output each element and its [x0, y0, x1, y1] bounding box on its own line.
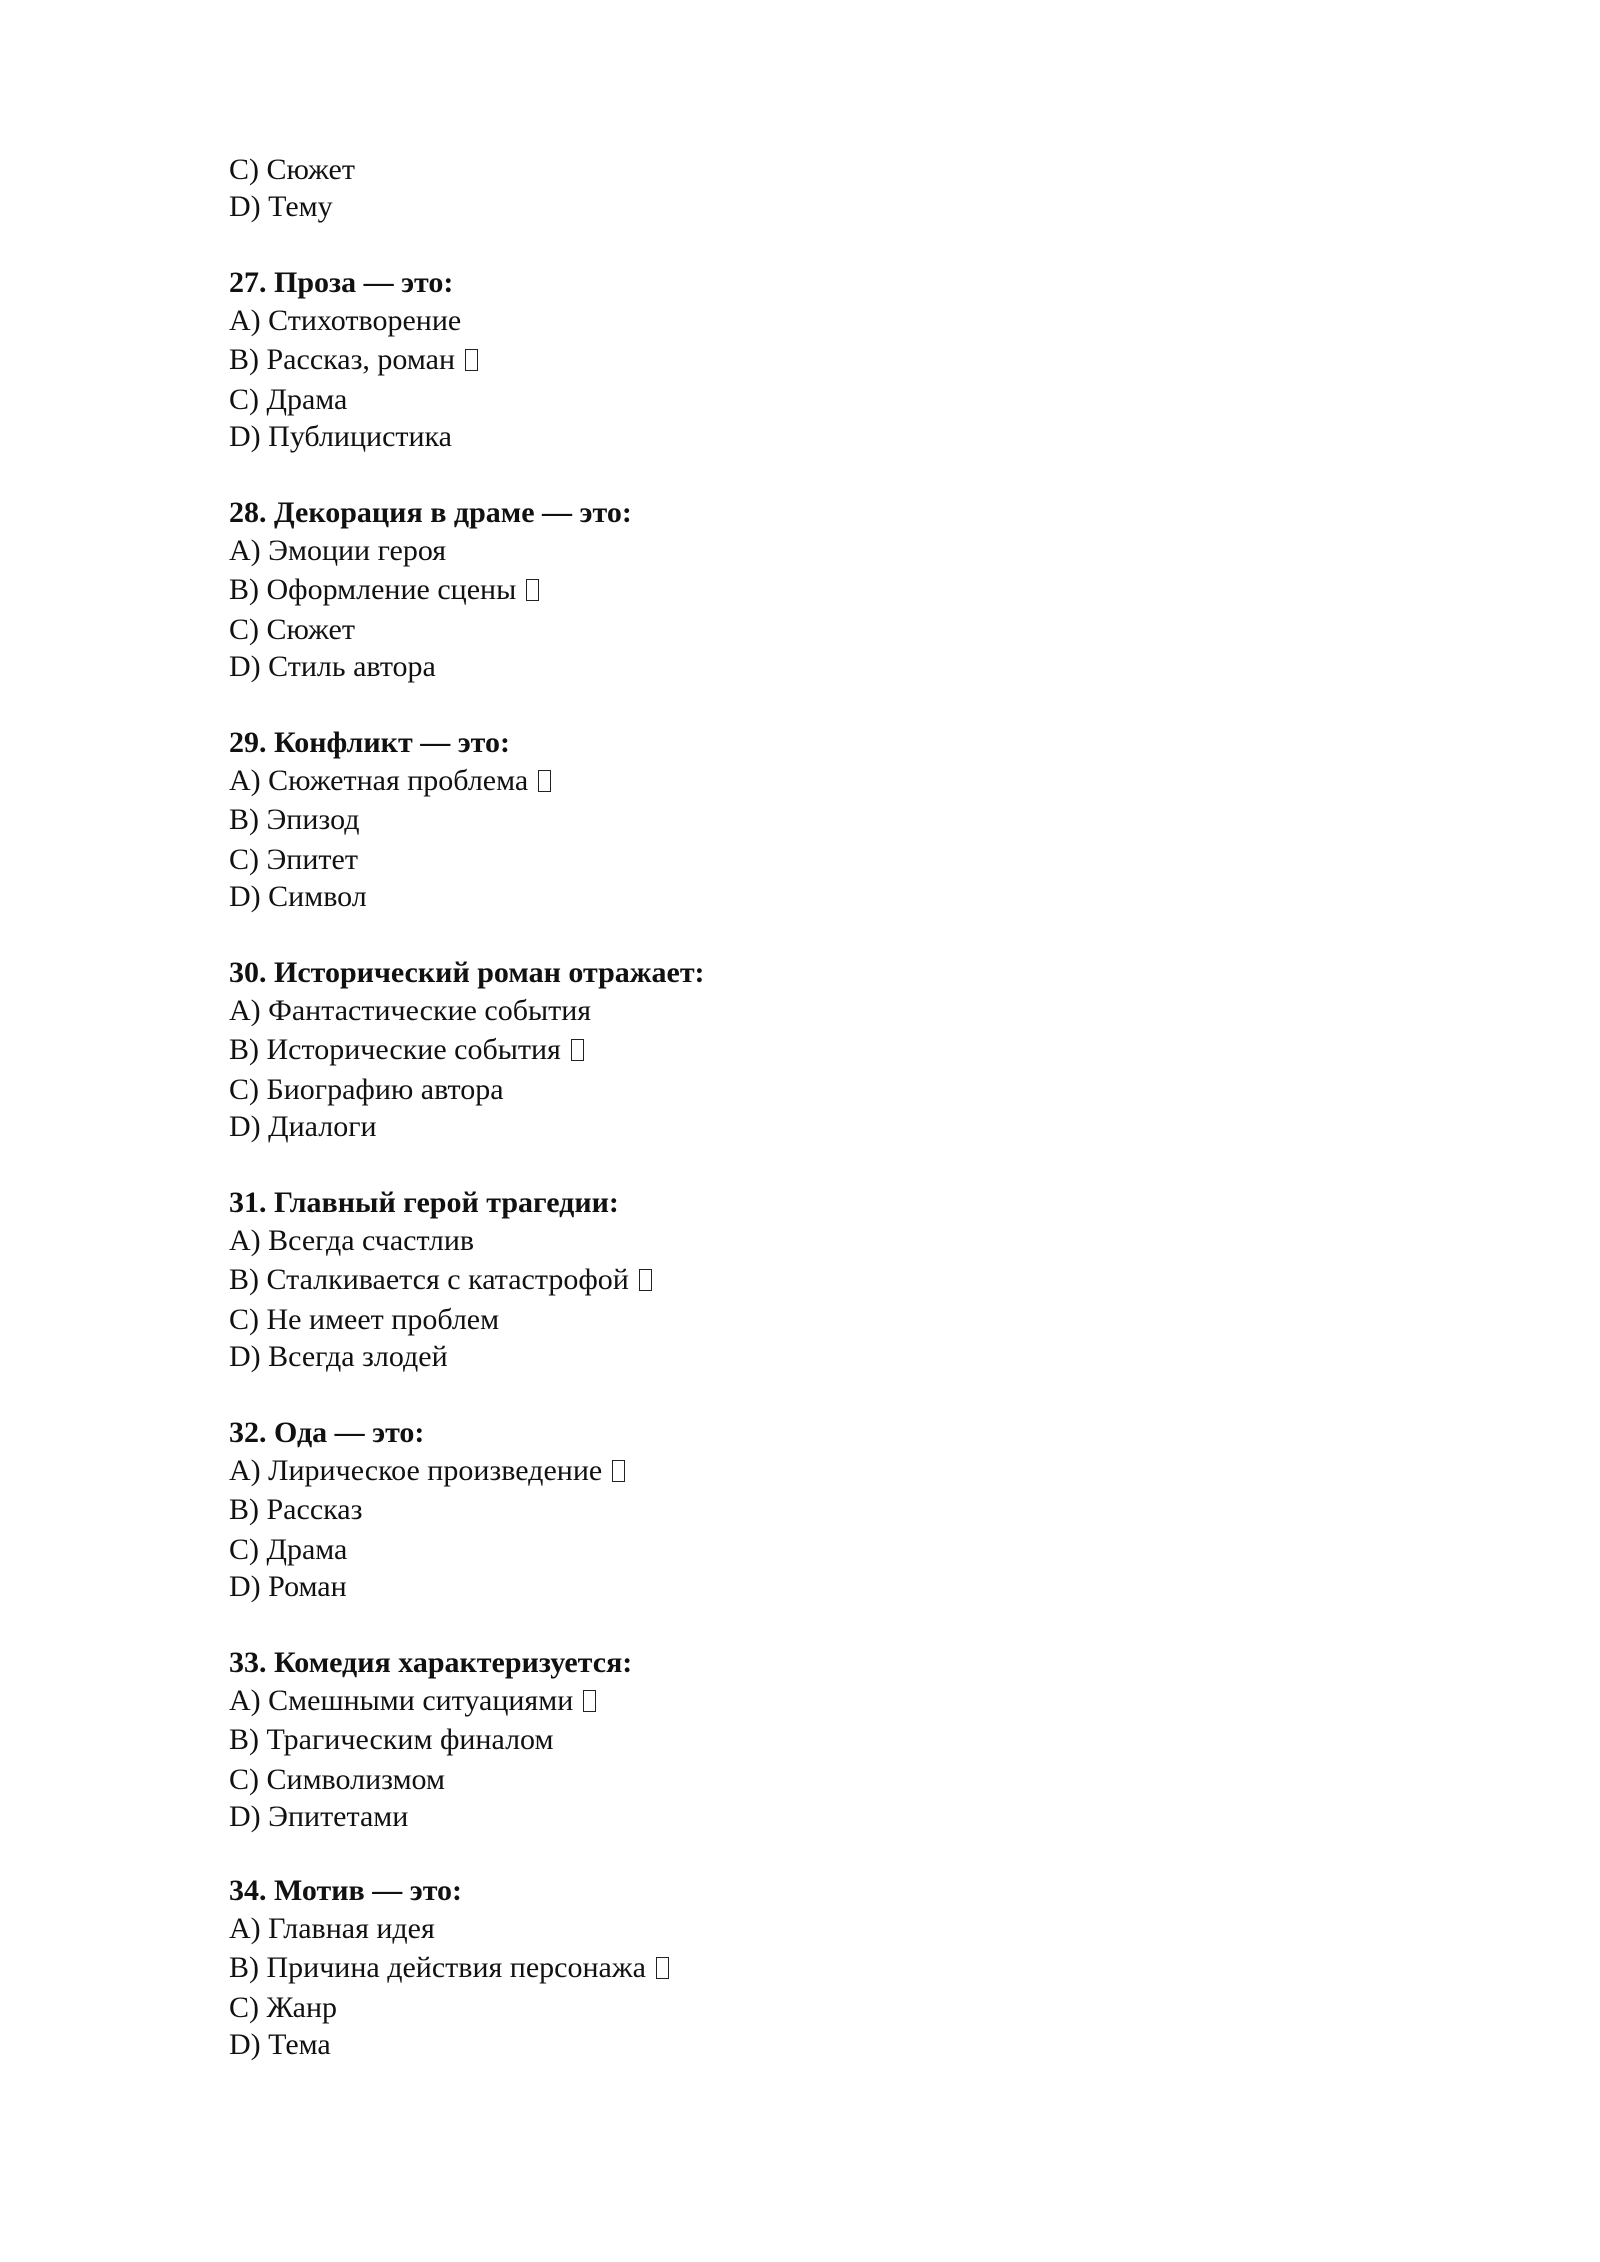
answer-option-text: A) Смешными ситуациями: [229, 1684, 574, 1717]
answer-option: [229, 1262, 652, 1298]
answer-option: [229, 1950, 669, 1986]
answer-option-text: C) Драма: [229, 1533, 348, 1566]
answer-option-text: B) Рассказ: [229, 1493, 363, 1526]
answer-option-text: B) Сталкивается с катастрофой: [229, 1263, 629, 1296]
answer-option: [229, 1722, 553, 1758]
answer-option: [229, 1569, 347, 1605]
answer-option: [229, 2027, 331, 2063]
answer-option: [229, 1223, 474, 1259]
answer-option: [229, 1492, 362, 1528]
answer-option-text: B) Оформление сцены: [229, 573, 517, 606]
answer-option: [229, 382, 347, 418]
correct-answer-mark-icon: [583, 1690, 596, 1712]
answer-option: [229, 1532, 347, 1568]
answer-option: [229, 802, 360, 838]
question-title: 33. Комедия характеризуется:: [229, 1646, 633, 1679]
answer-option: [229, 1339, 448, 1375]
correct-answer-mark-icon: [571, 1039, 584, 1061]
answer-option-text: C) Не имеет проблем: [229, 1303, 500, 1336]
question-title: 32. Ода — это:: [229, 1416, 425, 1449]
answer-option-text: B) Рассказ, роман: [229, 343, 455, 376]
answer-option-text: A) Сюжетная проблема: [229, 764, 529, 797]
answer-option: [229, 1109, 377, 1145]
answer-option-text: A) Фантастические события: [229, 994, 592, 1027]
answer-option: [229, 419, 452, 455]
answer-option: [229, 1072, 504, 1108]
answer-option-text: A) Стихотворение: [229, 304, 462, 337]
correct-answer-mark-icon: [656, 1957, 669, 1979]
answer-option: [229, 572, 539, 608]
answer-option: [229, 303, 461, 339]
correct-answer-mark-icon: [465, 349, 478, 371]
question-title: 31. Главный герой трагедии:: [229, 1186, 619, 1219]
question-title: 30. Исторический роман отражает:: [229, 956, 705, 989]
answer-option-text: C) Символизмом: [229, 1763, 445, 1796]
question-title: 34. Мотив — это:: [229, 1874, 463, 1907]
question-title: 29. Конфликт — это:: [229, 726, 510, 759]
correct-answer-mark-icon: [526, 579, 539, 601]
correct-answer-mark-icon: [538, 770, 551, 792]
answer-option: [229, 649, 436, 685]
answer-option-text: D) Эпитетами: [229, 1800, 409, 1833]
answer-option-text: C) Эпитет: [229, 843, 358, 876]
question-title: 27. Проза — это:: [229, 266, 454, 299]
answer-option-text: D) Роман: [229, 1570, 347, 1603]
answer-option-text: B) Трагическим финалом: [229, 1723, 554, 1756]
answer-option-text: A) Эмоции героя: [229, 534, 447, 567]
answer-option: [229, 842, 358, 878]
answer-option: [229, 879, 367, 915]
answer-option-text: B) Эпизод: [229, 803, 360, 836]
answer-option-text: C) Сюжет: [229, 613, 355, 646]
correct-answer-mark-icon: [639, 1269, 652, 1291]
answer-option: [229, 1302, 499, 1338]
answer-option-text: B) Исторические события: [229, 1033, 561, 1066]
answer-option: [229, 1453, 625, 1489]
answer-option: [229, 993, 591, 1029]
carryover-option-c: C) Сюжет: [229, 153, 355, 186]
question-title: 28. Декорация в драме — это:: [229, 496, 632, 529]
answer-option: [229, 612, 355, 648]
answer-option-text: D) Символ: [229, 880, 367, 913]
answer-option-text: C) Драма: [229, 383, 348, 416]
answer-option: [229, 1683, 596, 1719]
answer-option-text: A) Всегда счастлив: [229, 1224, 475, 1257]
answer-option: [229, 533, 446, 569]
answer-option: [229, 342, 478, 378]
answer-option-text: A) Главная идея: [229, 1912, 435, 1945]
answer-option: [229, 1762, 445, 1798]
correct-answer-mark-icon: [612, 1460, 625, 1482]
answer-option-text: B) Причина действия персонажа: [229, 1951, 646, 1984]
answer-option-text: C) Жанр: [229, 1991, 338, 2024]
answer-option-text: C) Биографию автора: [229, 1073, 504, 1106]
carryover-option-d: D) Тему: [229, 190, 333, 223]
answer-option-text: D) Всегда злодей: [229, 1340, 448, 1373]
answer-option: [229, 763, 551, 799]
answer-option: [229, 1990, 337, 2026]
answer-option-text: D) Тема: [229, 2028, 331, 2061]
answer-option-text: D) Публицистика: [229, 420, 452, 453]
answer-option: [229, 1911, 435, 1947]
answer-option: [229, 1799, 408, 1835]
answer-option: [229, 1032, 584, 1068]
answer-option-text: A) Лирическое произведение: [229, 1454, 603, 1487]
answer-option-text: D) Диалоги: [229, 1110, 377, 1143]
answer-option-text: D) Стиль автора: [229, 650, 436, 683]
